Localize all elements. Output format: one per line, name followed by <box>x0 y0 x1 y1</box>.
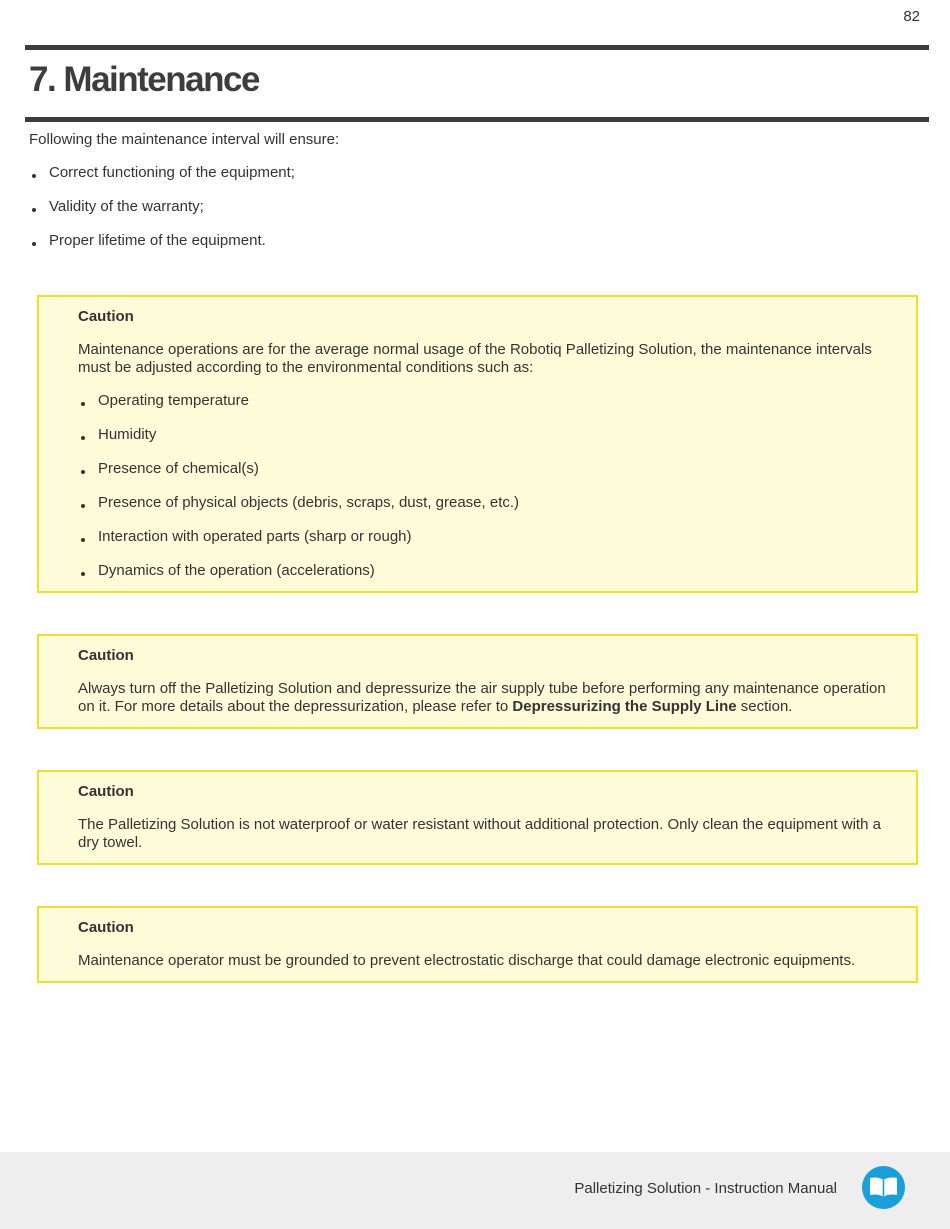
list-item: Validity of the warranty; <box>29 197 909 217</box>
caution-text: Maintenance operator must be grounded to prevent electrostatic discharge that could damage electronic equipments. <box>78 952 856 969</box>
caution-text: The Palletizing Solution is not waterproof or water resistant without additional protection. Only clean the equipment with a dry towel. <box>78 816 881 851</box>
list-item: Correct functioning of the equipment; <box>29 163 909 183</box>
intro-section <box>29 130 909 265</box>
list-item: Operating temperature <box>78 391 904 411</box>
book-icon[interactable] <box>862 1166 905 1209</box>
page-footer <box>0 1152 950 1229</box>
book-icon-glyph <box>869 1176 898 1198</box>
caution-conditions-list <box>78 391 904 581</box>
list-item: Proper lifetime of the equipment. <box>29 231 909 251</box>
caution-text-after: section. <box>736 698 793 715</box>
list-item: Interaction with operated parts (sharp or rough) <box>78 527 904 547</box>
footer-title: Palletizing Solution - Instruction Manual <box>574 1180 837 1197</box>
intro-lead: Following the maintenance interval will ensure: <box>29 131 340 148</box>
caution-box-depressurize <box>37 634 918 729</box>
title-rule-bottom <box>25 117 929 122</box>
chapter-title: 7. Maintenance <box>29 60 259 99</box>
caution-text-before: Always turn off the Palletizing Solution and depressurize the air supply tube before performing any maintenance operation on it. For more details about the depressurization, please refer to <box>78 680 886 715</box>
caution-text: Maintenance operations are for the average normal usage of the Robotiq Palletizing Solution, the maintenance intervals must be adjusted according to the environmental conditions such as: <box>78 341 872 376</box>
caution-title: Caution <box>78 647 134 664</box>
caution-title: Caution <box>78 783 134 800</box>
caution-title: Caution <box>78 308 134 325</box>
list-item: Humidity <box>78 425 904 445</box>
caution-title: Caution <box>78 919 134 936</box>
list-item: Dynamics of the operation (accelerations) <box>78 561 904 581</box>
list-item: Presence of physical objects (debris, scraps, dust, grease, etc.) <box>78 493 904 513</box>
section-reference-link[interactable]: Depressurizing the Supply Line <box>512 698 737 715</box>
caution-text <box>78 680 904 716</box>
caution-box-environment <box>37 295 918 593</box>
list-item: Presence of chemical(s) <box>78 459 904 479</box>
caution-box-grounding <box>37 906 918 983</box>
caution-box-waterproof <box>37 770 918 865</box>
title-rule-top <box>25 45 929 50</box>
page-number: 82 <box>903 8 920 25</box>
intro-list <box>29 163 909 251</box>
